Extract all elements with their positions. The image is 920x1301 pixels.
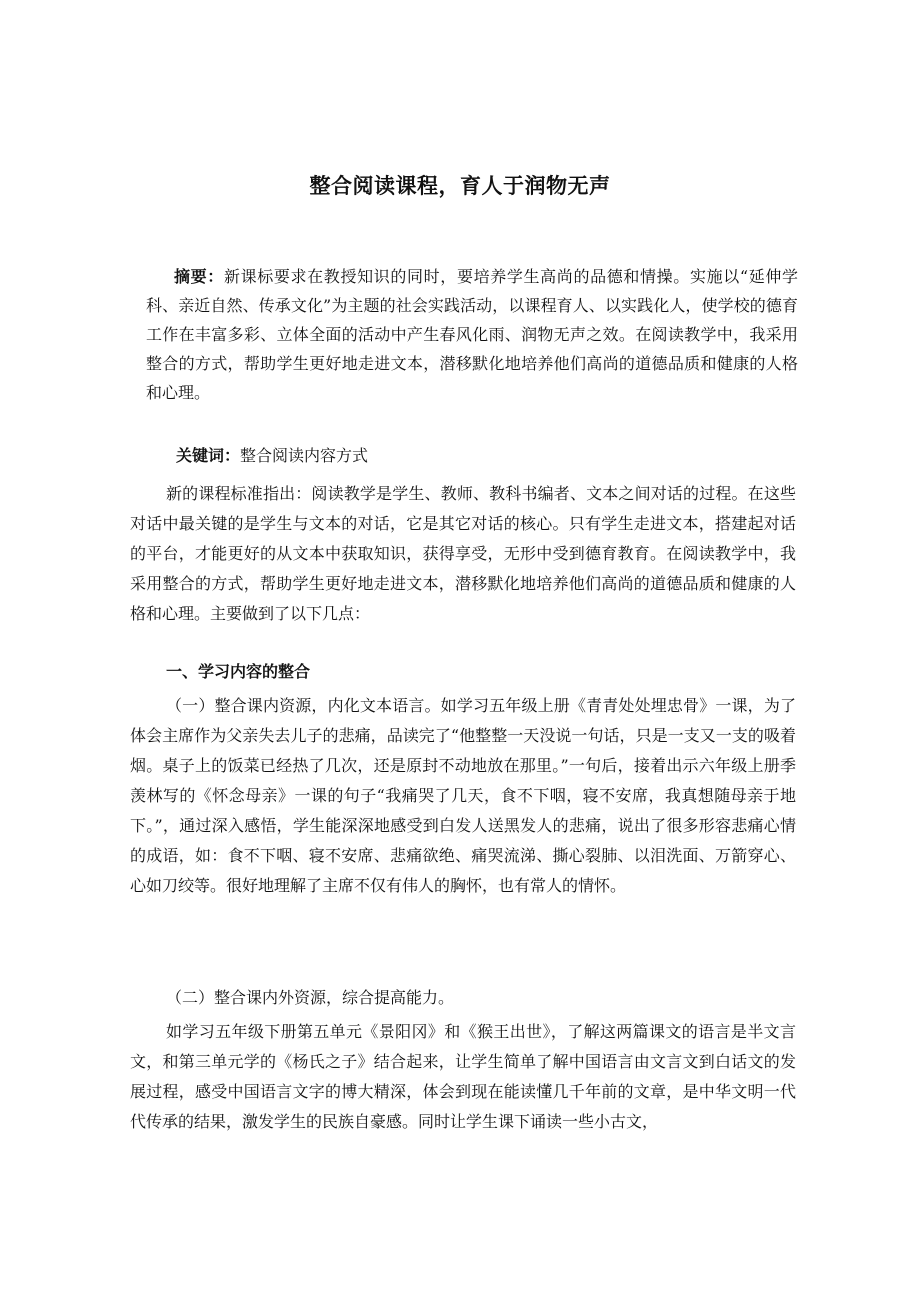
section-heading: 一、学习内容的整合 bbox=[166, 662, 311, 681]
abstract-label: 摘要： bbox=[174, 267, 224, 286]
document-title: 整合阅读课程，育人于润物无声 bbox=[309, 174, 611, 198]
body-paragraph-subheading-2: （二）整合课内外资源，综合提高能力。 bbox=[166, 988, 455, 1007]
body-paragraph-integration-2: 如学习五年级下册第五单元《景阳冈》和《猴王出世》，了解这两篇课文的语言是半文言文，和第三单元学的《杨氏之子》结合起来，让学生简单了解中国语言由文言文到白话文的发展过程，感受中国语言文字的博大精深，体会到现在能读懂几千年前的文章，是中华文明一代代传承的结果，激发学生的民族自豪感。同时让学生课下诵读一些小古文， bbox=[130, 1022, 796, 1131]
keywords-label: 关键词： bbox=[176, 446, 241, 465]
keywords-line bbox=[176, 441, 368, 470]
abstract-paragraph bbox=[146, 262, 798, 407]
abstract-text: 新课标要求在教授知识的同时，要培养学生高尚的品德和情操。实施以“延伸学科、亲近自然、传承文化”为主题的社会实践活动，以课程育人、以实践化人，使学校的德育工作在丰富多彩、立体全面的活动中产生春风化雨、润物无声之效。在阅读教学中，我采用整合的方式，帮助学生更好地走进文本，潜移默化地培养他们高尚的道德品质和健康的人格和心理。 bbox=[146, 267, 798, 402]
body-paragraph-intro: 新的课程标准指出：阅读教学是学生、教师、教科书编者、文本之间对话的过程。在这些对话中最关键的是学生与文本的对话，它是其它对话的核心。只有学生走进文本，搭建起对话的平台，才能更好的从文本中获取知识，获得享受，无形中受到德育教育。在阅读教学中，我采用整合的方式，帮助学生更好地走进文本，潜移默化地培养他们高尚的道德品质和健康的人格和心理。主要做到了以下几点： bbox=[130, 484, 796, 623]
keywords-text: 整合阅读内容方式 bbox=[240, 446, 369, 465]
body-paragraph-integration-1: （一）整合课内资源，内化文本语言。如学习五年级上册《青青处处埋忠骨》一课，为了体会主席作为父亲失去儿子的悲痛，品读完了“他整整一天没说一句话，只是一支又一支的吸着烟。桌子上的饭菜已经热了几次，还是原封不动地放在那里。”一句后，接着出示六年级上册季羡林写的《怀念母亲》一课的句子“我痛哭了几天，食不下咽，寝不安席，我真想随母亲于地下。”，通过深入感悟，学生能深深地感受到白发人送黑发人的悲痛，说出了很多形容悲痛心情的成语，如：食不下咽、寝不安席、悲痛欲绝、痛哭流涕、撕心裂肺、以泪洗面、万箭穿心、心如刀绞等。很好地理解了主席不仅有伟人的胸怀，也有常人的情怀。 bbox=[130, 696, 796, 895]
